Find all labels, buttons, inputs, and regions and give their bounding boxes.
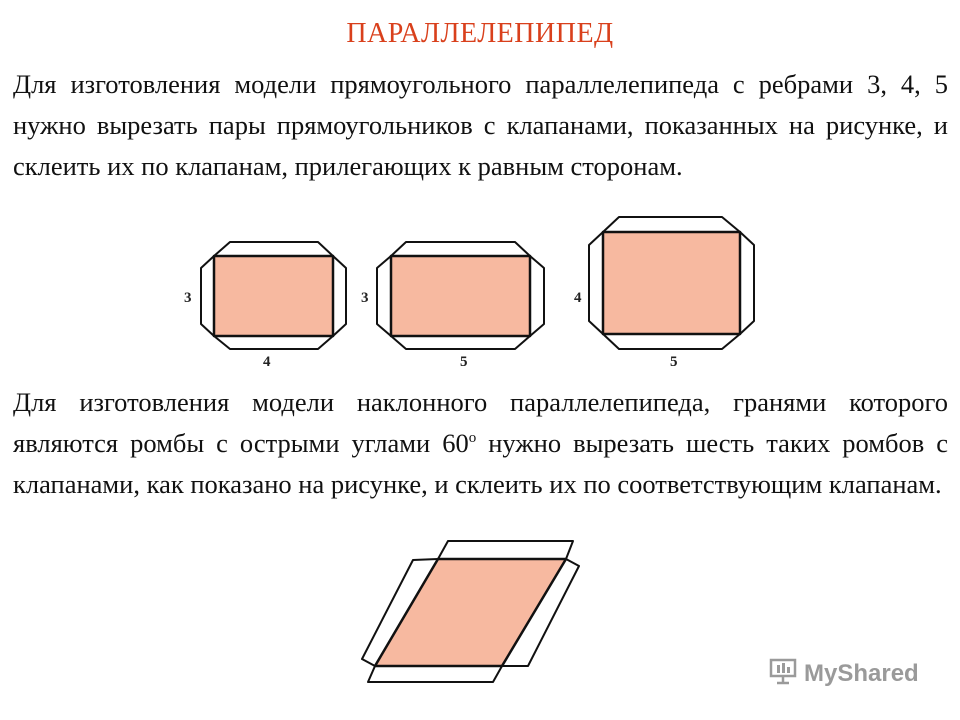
flap-top <box>603 217 740 232</box>
paragraph-rhombus-text-a: Для изготовления модели наклонного параллелепипеда, гранями которого являются ромбы с острыми углами 60 <box>13 387 948 458</box>
flap-bottom <box>603 334 740 349</box>
net-rectangle-3x5 <box>377 242 544 349</box>
figure1-bottom-label: 4 <box>263 354 271 370</box>
flap-bottom <box>368 666 502 682</box>
watermark <box>768 656 919 692</box>
flap-left <box>201 256 214 336</box>
figure2-bottom-label: 5 <box>460 354 468 370</box>
paragraph-rectangular: Для изготовления модели прямоугольного параллелепипеда с ребрами 3, 4, 5 нужно вырезать пары прямоугольников с клапанами, показанных на рисунке, и склеить их по клапанам, прилегающих к равным сторонам. <box>13 69 948 181</box>
flap-top <box>438 541 573 559</box>
net-rectangle-3x4 <box>201 242 346 349</box>
page-title: ПАРАЛЛЕЛЕПИПЕД <box>346 18 614 49</box>
face-rectangle <box>214 256 333 336</box>
watermark-text: MyShared <box>804 660 919 687</box>
flap-top <box>214 242 333 256</box>
figure3-side-label: 4 <box>574 290 582 306</box>
flap-bottom <box>214 336 333 349</box>
flap-left <box>589 232 603 334</box>
flap-top <box>391 242 530 256</box>
flap-right <box>740 232 754 334</box>
flap-right <box>530 256 544 336</box>
paragraph-rhombus-text-b: нужно вырезать шесть таких ромбов с клапанами, как показано на рисунке, и склеить их по соответствующим клапанам. <box>13 428 948 499</box>
face-rectangle <box>391 256 530 336</box>
degree-superscript: о <box>468 430 477 447</box>
net-rhombus-60deg <box>362 541 579 682</box>
figure3-bottom-label: 5 <box>670 354 678 370</box>
net-rectangle-4x5 <box>589 217 754 349</box>
face-rectangle <box>603 232 740 334</box>
figure2-side-label: 3 <box>361 290 369 306</box>
figure1-side-label: 3 <box>184 290 192 306</box>
flap-right <box>333 256 346 336</box>
flap-bottom <box>391 336 530 349</box>
presentation-icon <box>768 656 798 693</box>
flap-left <box>377 256 391 336</box>
